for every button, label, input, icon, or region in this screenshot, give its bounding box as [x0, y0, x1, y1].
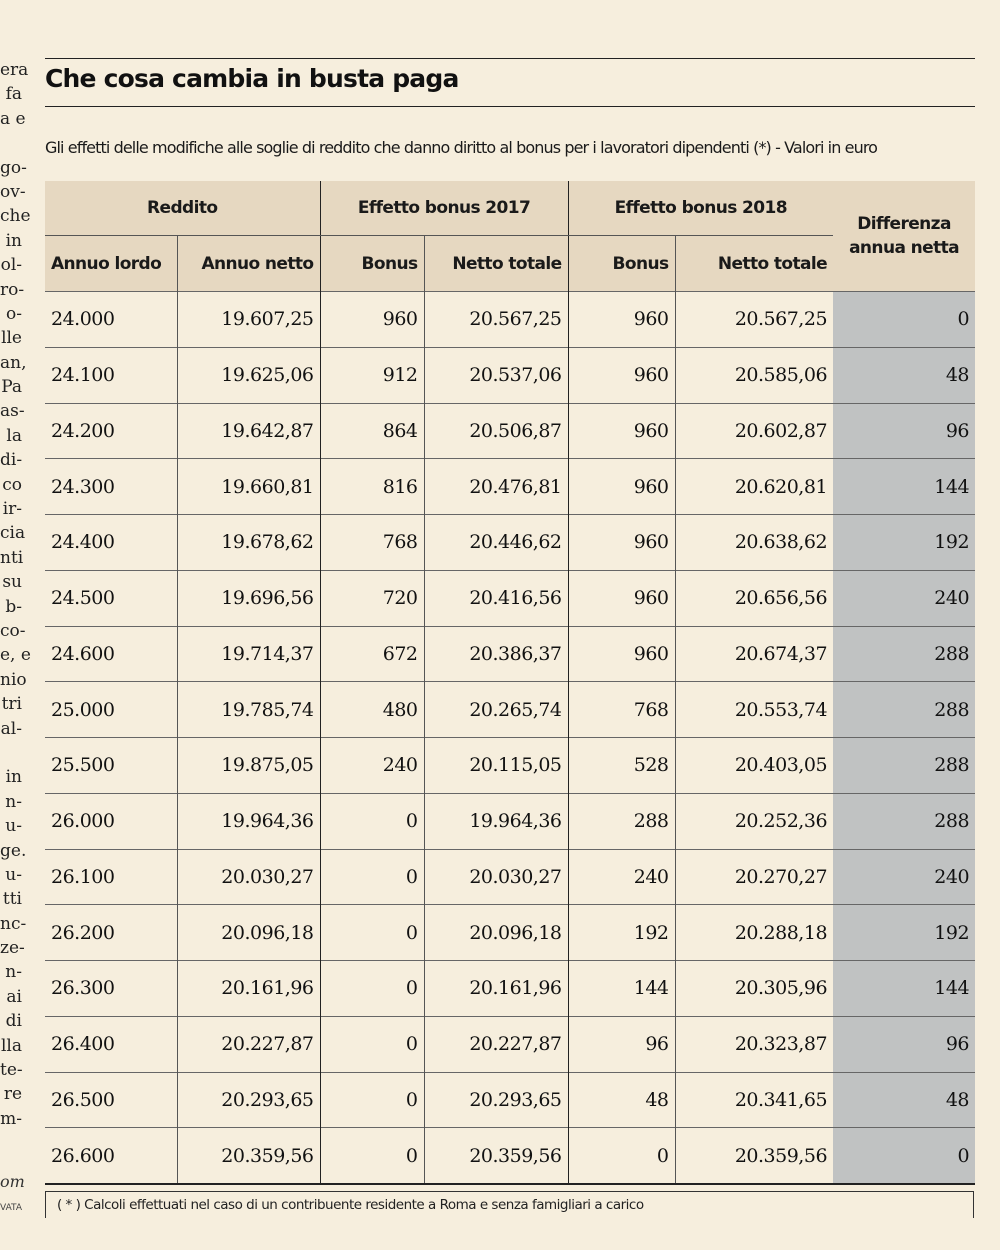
cell-netto-totale-2017: 20.446,62: [424, 515, 568, 571]
table-row: [45, 1016, 975, 1072]
cell-annuo-netto: 20.359,56: [177, 1128, 320, 1184]
cell-netto-totale-2017: 20.359,56: [424, 1128, 568, 1184]
cell-bonus-2018: 96: [568, 1016, 675, 1072]
cell-annuo-lordo: 25.000: [45, 682, 177, 738]
cell-bonus-2018: 768: [568, 682, 675, 738]
adjacent-article-line: la: [6, 425, 22, 446]
adjacent-article-line: e, e: [0, 645, 31, 666]
cell-netto-totale-2017: 20.096,18: [424, 905, 568, 961]
table-row: [45, 626, 975, 682]
adjacent-article-line: ze-: [0, 938, 25, 959]
cell-bonus-2017: 480: [320, 682, 424, 738]
cell-annuo-lordo: 24.000: [45, 292, 177, 348]
cell-bonus-2018: 960: [568, 292, 675, 348]
cell-annuo-netto: 20.227,87: [177, 1016, 320, 1072]
cell-annuo-lordo: 26.400: [45, 1016, 177, 1072]
table-row: [45, 1072, 975, 1128]
adjacent-article-copyright-fragment: VATA: [0, 1203, 22, 1213]
adjacent-article-line: ai: [6, 986, 22, 1007]
adjacent-article-line: ir-: [2, 499, 22, 520]
table-row: [45, 682, 975, 738]
adjacent-article-line: fa: [5, 84, 22, 105]
cell-netto-totale-2017: 20.537,06: [424, 347, 568, 403]
adjacent-article-line: co: [2, 474, 22, 495]
adjacent-article-line: an,: [0, 352, 27, 373]
cell-netto-totale-2017: 20.567,25: [424, 292, 568, 348]
cell-differenza: 48: [833, 1072, 975, 1128]
cell-netto-totale-2018: 20.585,06: [675, 347, 833, 403]
adjacent-article-line: ro-: [0, 279, 25, 300]
cell-differenza: 192: [833, 905, 975, 961]
adjacent-article-line: in: [5, 767, 22, 788]
column-header-bonus-2018: Bonus: [568, 236, 675, 292]
table-row: [45, 849, 975, 905]
group-header-bonus-2018: Effetto bonus 2018: [568, 181, 833, 236]
cell-bonus-2017: 912: [320, 347, 424, 403]
adjacent-article-line: n-: [5, 791, 22, 812]
cell-bonus-2017: 864: [320, 403, 424, 459]
cell-bonus-2017: 0: [320, 793, 424, 849]
cell-differenza: 48: [833, 347, 975, 403]
cell-bonus-2018: 240: [568, 849, 675, 905]
cell-annuo-lordo: 26.500: [45, 1072, 177, 1128]
cell-netto-totale-2017: 20.161,96: [424, 961, 568, 1017]
adjacent-article-line: go-: [0, 157, 27, 178]
cell-netto-totale-2018: 20.305,96: [675, 961, 833, 1017]
cell-bonus-2017: 0: [320, 1128, 424, 1184]
cell-netto-totale-2017: 20.293,65: [424, 1072, 568, 1128]
cell-netto-totale-2018: 20.288,18: [675, 905, 833, 961]
cell-annuo-lordo: 24.500: [45, 570, 177, 626]
cell-differenza: 288: [833, 738, 975, 794]
cell-netto-totale-2017: 20.030,27: [424, 849, 568, 905]
cell-annuo-netto: 20.030,27: [177, 849, 320, 905]
group-header-bonus-2017: Effetto bonus 2017: [320, 181, 568, 236]
table-row: [45, 403, 975, 459]
cell-bonus-2017: 0: [320, 905, 424, 961]
table-row: [45, 793, 975, 849]
cell-annuo-netto: 19.678,62: [177, 515, 320, 571]
cell-bonus-2017: 240: [320, 738, 424, 794]
adjacent-article-line: ov-: [0, 181, 26, 202]
adjacent-article-fragment: om: [0, 1172, 25, 1191]
cell-bonus-2017: 0: [320, 849, 424, 905]
cell-annuo-lordo: 26.000: [45, 793, 177, 849]
table-row: [45, 961, 975, 1017]
cell-netto-totale-2018: 20.341,65: [675, 1072, 833, 1128]
cell-annuo-lordo: 26.600: [45, 1128, 177, 1184]
adjacent-article-line: a e: [0, 108, 26, 129]
cell-bonus-2018: 0: [568, 1128, 675, 1184]
cell-differenza: 288: [833, 793, 975, 849]
cell-annuo-netto: 19.642,87: [177, 403, 320, 459]
adjacent-article-line: o-: [6, 303, 22, 324]
adjacent-article-line: [0, 741, 22, 765]
cell-annuo-lordo: 24.300: [45, 459, 177, 515]
adjacent-article-line: [0, 131, 22, 155]
cell-annuo-lordo: 24.400: [45, 515, 177, 571]
cell-differenza: 144: [833, 961, 975, 1017]
cell-annuo-netto: 19.964,36: [177, 793, 320, 849]
cell-bonus-2018: 192: [568, 905, 675, 961]
cell-annuo-netto: 19.785,74: [177, 682, 320, 738]
cell-differenza: 96: [833, 403, 975, 459]
cell-annuo-netto: 19.660,81: [177, 459, 320, 515]
adjacent-article-line: m-: [0, 1108, 22, 1129]
cell-annuo-lordo: 26.200: [45, 905, 177, 961]
adjacent-article-line: lla: [0, 1035, 22, 1056]
column-header-annuo-lordo: Annuo lordo: [45, 236, 177, 292]
cell-differenza: 192: [833, 515, 975, 571]
cell-netto-totale-2017: 20.386,37: [424, 626, 568, 682]
cell-netto-totale-2018: 20.252,36: [675, 793, 833, 849]
bonus-table: [45, 181, 975, 1185]
cell-netto-totale-2018: 20.638,62: [675, 515, 833, 571]
cell-netto-totale-2018: 20.323,87: [675, 1016, 833, 1072]
cell-differenza: 0: [833, 1128, 975, 1184]
cell-annuo-lordo: 24.200: [45, 403, 177, 459]
cell-bonus-2017: 720: [320, 570, 424, 626]
cell-annuo-netto: 19.875,05: [177, 738, 320, 794]
cell-bonus-2018: 144: [568, 961, 675, 1017]
cell-annuo-netto: 20.293,65: [177, 1072, 320, 1128]
cell-bonus-2017: 0: [320, 1016, 424, 1072]
adjacent-article-line: di: [5, 1011, 22, 1032]
cell-differenza: 240: [833, 570, 975, 626]
cell-bonus-2018: 960: [568, 347, 675, 403]
header-differenza-line2: annua netta: [849, 238, 959, 258]
adjacent-article-line: cia: [0, 523, 26, 544]
column-header-bonus-2017: Bonus: [320, 236, 424, 292]
cell-bonus-2017: 672: [320, 626, 424, 682]
cell-netto-totale-2018: 20.656,56: [675, 570, 833, 626]
adjacent-article-line: ol-: [0, 255, 22, 276]
cell-bonus-2018: 48: [568, 1072, 675, 1128]
table-row: [45, 347, 975, 403]
adjacent-article-line: tri: [1, 694, 22, 715]
cell-differenza: 288: [833, 626, 975, 682]
adjacent-article-line: lle: [1, 328, 22, 349]
cell-annuo-lordo: 25.500: [45, 738, 177, 794]
cell-bonus-2017: 816: [320, 459, 424, 515]
title-rule: [45, 106, 975, 107]
cell-netto-totale-2018: 20.403,05: [675, 738, 833, 794]
cell-bonus-2017: 960: [320, 292, 424, 348]
header-differenza-line1: Differenza: [857, 214, 951, 234]
adjacent-article-line: ge.: [0, 840, 27, 861]
adjacent-article-line: su: [2, 572, 22, 593]
column-header-annuo-netto: Annuo netto: [177, 236, 320, 292]
cell-bonus-2017: 768: [320, 515, 424, 571]
table-row: [45, 905, 975, 961]
cell-annuo-netto: 19.607,25: [177, 292, 320, 348]
table-row: [45, 515, 975, 571]
column-header-netto-totale-2018: Netto totale: [675, 236, 833, 292]
adjacent-article-line: era: [0, 60, 29, 80]
cell-annuo-netto: 20.096,18: [177, 905, 320, 961]
cell-annuo-lordo: 24.600: [45, 626, 177, 682]
cell-netto-totale-2018: 20.567,25: [675, 292, 833, 348]
adjacent-article-line: b-: [5, 596, 22, 617]
cell-netto-totale-2018: 20.270,27: [675, 849, 833, 905]
cell-netto-totale-2018: 20.674,37: [675, 626, 833, 682]
cell-bonus-2018: 960: [568, 626, 675, 682]
cell-annuo-lordo: 26.300: [45, 961, 177, 1017]
table-row: [45, 1128, 975, 1184]
adjacent-article-line: as-: [0, 401, 25, 422]
adjacent-article-line: nc-: [0, 913, 27, 934]
cell-netto-totale-2018: 20.620,81: [675, 459, 833, 515]
adjacent-article-line: tti: [2, 889, 22, 910]
cell-netto-totale-2017: 20.416,56: [424, 570, 568, 626]
cell-annuo-netto: 19.696,56: [177, 570, 320, 626]
adjacent-article-line: che: [0, 206, 31, 227]
adjacent-article-line: al-: [0, 718, 22, 739]
adjacent-article-line: nio: [0, 669, 27, 690]
cell-annuo-netto: 19.625,06: [177, 347, 320, 403]
cell-netto-totale-2017: 20.506,87: [424, 403, 568, 459]
cell-differenza: 96: [833, 1016, 975, 1072]
infographic-title: Che cosa cambia in busta paga: [45, 64, 459, 93]
footnote: ( * ) Calcoli effettuati nel caso di un contribuente residente a Roma e senza famigliari a carico: [45, 1191, 974, 1218]
cell-netto-totale-2017: 20.265,74: [424, 682, 568, 738]
cell-netto-totale-2018: 20.602,87: [675, 403, 833, 459]
cell-bonus-2018: 960: [568, 403, 675, 459]
cell-annuo-lordo: 26.100: [45, 849, 177, 905]
cell-differenza: 0: [833, 292, 975, 348]
cell-netto-totale-2018: 20.359,56: [675, 1128, 833, 1184]
cell-bonus-2017: 0: [320, 961, 424, 1017]
infographic-subtitle: Gli effetti delle modifiche alle soglie di reddito che danno diritto al bonus per i lavoratori dipendenti (*) - Valori in euro: [45, 138, 878, 157]
top-rule: [45, 58, 975, 59]
header-differenza-annua-netta: [833, 181, 975, 292]
adjacent-article-column: [0, 58, 31, 1131]
cell-annuo-netto: 19.714,37: [177, 626, 320, 682]
adjacent-article-line: te-: [0, 1060, 23, 1081]
cell-differenza: 144: [833, 459, 975, 515]
adjacent-article-line: u-: [5, 816, 22, 837]
table-row: [45, 292, 975, 348]
cell-netto-totale-2017: 20.476,81: [424, 459, 568, 515]
cell-bonus-2017: 0: [320, 1072, 424, 1128]
cell-bonus-2018: 288: [568, 793, 675, 849]
cell-bonus-2018: 960: [568, 459, 675, 515]
adjacent-article-line: in: [5, 230, 22, 251]
table-row: [45, 570, 975, 626]
cell-netto-totale-2017: 20.115,05: [424, 738, 568, 794]
cell-annuo-netto: 20.161,96: [177, 961, 320, 1017]
cell-netto-totale-2017: 20.227,87: [424, 1016, 568, 1072]
cell-bonus-2018: 528: [568, 738, 675, 794]
adjacent-article-line: Pa: [1, 377, 22, 398]
cell-bonus-2018: 960: [568, 570, 675, 626]
adjacent-article-line: nti: [0, 547, 24, 568]
cell-differenza: 240: [833, 849, 975, 905]
adjacent-article-line: n-: [5, 962, 22, 983]
cell-differenza: 288: [833, 682, 975, 738]
group-header-reddito: Reddito: [45, 181, 320, 236]
column-header-netto-totale-2017: Netto totale: [424, 236, 568, 292]
table-row: [45, 459, 975, 515]
cell-netto-totale-2018: 20.553,74: [675, 682, 833, 738]
adjacent-article-line: u-: [5, 864, 22, 885]
adjacent-article-line: co-: [0, 620, 26, 641]
cell-annuo-lordo: 24.100: [45, 347, 177, 403]
cell-netto-totale-2017: 19.964,36: [424, 793, 568, 849]
adjacent-article-line: di-: [0, 450, 23, 471]
cell-bonus-2018: 960: [568, 515, 675, 571]
table-row: [45, 738, 975, 794]
adjacent-article-line: re: [3, 1084, 22, 1105]
